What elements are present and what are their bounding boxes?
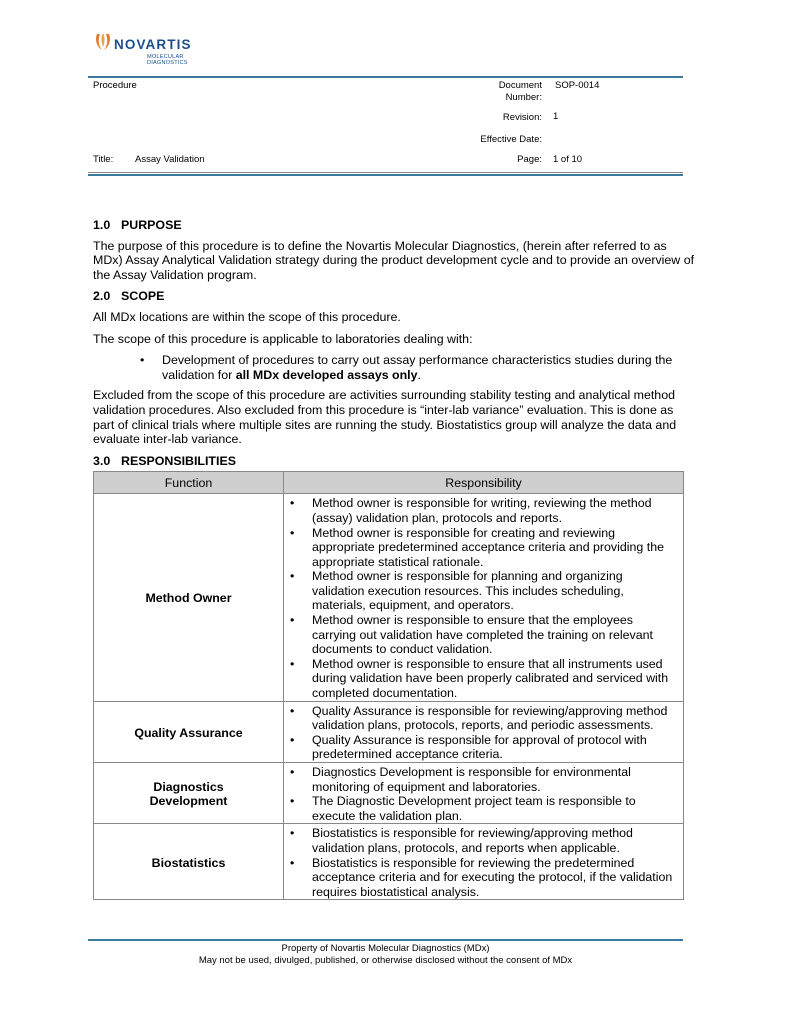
revision-label: Revision: <box>502 112 542 123</box>
logo-wordmark: NOVARTIS <box>114 37 192 52</box>
effective-date-label: Effective Date: <box>480 134 542 145</box>
responsibility-cell <box>284 763 684 824</box>
responsibility-item: • Method owner is responsible to ensure that all instruments used during validation have been properly calibrated and serviced with completed documentation. <box>290 657 677 701</box>
responsibility-cell <box>284 701 684 762</box>
logo-subtitle: MOLECULAR DIAGNOSTICS <box>147 54 188 66</box>
scope-paragraph-2: The scope of this procedure is applicable to laboratories dealing with: <box>93 331 473 346</box>
table-row <box>94 824 684 900</box>
document-body <box>93 218 698 900</box>
header-bottom-rule <box>88 174 683 176</box>
scope-paragraph-3: Excluded from the scope of this procedure are activities surrounding stability testing and analytical method validation procedures. Also excluded from this procedure is “inter-lab variance” evaluation. This is done as part of clinical trials where multiple sites are running the study. Biostatistics group will analyze the data and evaluate inter-lab variance. <box>93 388 677 447</box>
responsibility-item: • Method owner is responsible for creating and reviewing appropriate predetermined acceptance criteria and providing the appropriate statistical rationale. <box>290 526 677 570</box>
responsibility-item: • Method owner is responsible for writing, reviewing the method (assay) validation plan, protocols and reports. <box>290 496 677 525</box>
function-cell: Biostatistics <box>94 824 284 900</box>
scope-paragraph-1: All MDx locations are within the scope of this procedure. <box>93 309 401 324</box>
responsibility-item: • Quality Assurance is responsible for reviewing/approving method validation plans, protocols, reports, and periodic assessments. <box>290 704 677 733</box>
doc-number: SOP-0014 <box>555 80 600 91</box>
responsibilities-table <box>93 471 684 900</box>
header-top-rule <box>88 76 683 78</box>
responsibilities-heading: 3.0 RESPONSIBILITIES <box>93 453 236 468</box>
column-header-responsibility: Responsibility <box>284 472 684 494</box>
scope-bullet: • Development of procedures to carry out assay performance characteristics studies during the validation for all MDx developed assays only. <box>140 353 673 382</box>
responsibility-item: • Method owner is responsible to ensure that the employees carrying out validation have completed the training on relevant documents to conduct validation. <box>290 613 677 657</box>
doc-title: Assay Validation <box>135 154 205 165</box>
responsibility-item: • Diagnostics Development is responsible for environmental monitoring of equipment and laboratories. <box>290 765 677 794</box>
purpose-heading: 1.0 PURPOSE <box>93 218 182 232</box>
column-header-function: Function <box>94 472 284 494</box>
scope-heading: 2.0 SCOPE <box>93 289 165 304</box>
table-row <box>94 701 684 762</box>
flame-icon <box>94 32 112 52</box>
table-row <box>94 494 684 701</box>
responsibility-item: • Quality Assurance is responsible for approval of protocol with predetermined acceptance criteria. <box>290 733 677 762</box>
footer-line-1: Property of Novartis Molecular Diagnostics (MDx) <box>281 943 490 954</box>
purpose-text: The purpose of this procedure is to define the Novartis Molecular Diagnostics, (herein after referred to as MDx) Assay Analytical Validation strategy during the product development cycle and to provide an overview of the Assay Validation program. <box>93 238 695 282</box>
page-number: 1 of 10 <box>553 154 583 165</box>
footer-line-2: May not be used, divulged, published, or otherwise disclosed without the consent of MDx <box>198 955 573 966</box>
responsibility-item: • Method owner is responsible for planning and organizing validation execution resources. This includes scheduling, materials, equipment, and operators. <box>290 569 677 613</box>
responsibility-item: • The Diagnostic Development project team is responsible to execute the validation plan. <box>290 794 677 823</box>
responsibility-cell <box>284 494 684 701</box>
title-label: Title: <box>93 154 114 165</box>
function-cell: Method Owner <box>94 494 284 701</box>
table-row <box>94 763 684 824</box>
header-bottom-rule-thin <box>88 172 683 173</box>
responsibility-item: • Biostatistics is responsible for reviewing/approving method validation plans, protocols, and reports when applicable. <box>290 826 677 855</box>
responsibility-item: • Biostatistics is responsible for reviewing the predetermined acceptance criteria and for executing the protocol, if the validation requires biostatistical analysis. <box>290 856 677 900</box>
footer-rule <box>88 939 683 941</box>
page-label: Page: <box>517 154 542 165</box>
function-cell: Diagnostics Development <box>94 763 284 824</box>
revision-value: 1 <box>553 111 559 122</box>
doc-type: Procedure <box>93 80 137 91</box>
function-cell: Quality Assurance <box>94 701 284 762</box>
responsibility-cell <box>284 824 684 900</box>
novartis-logo <box>94 30 204 70</box>
doc-number-label: Document Number: <box>498 80 542 103</box>
